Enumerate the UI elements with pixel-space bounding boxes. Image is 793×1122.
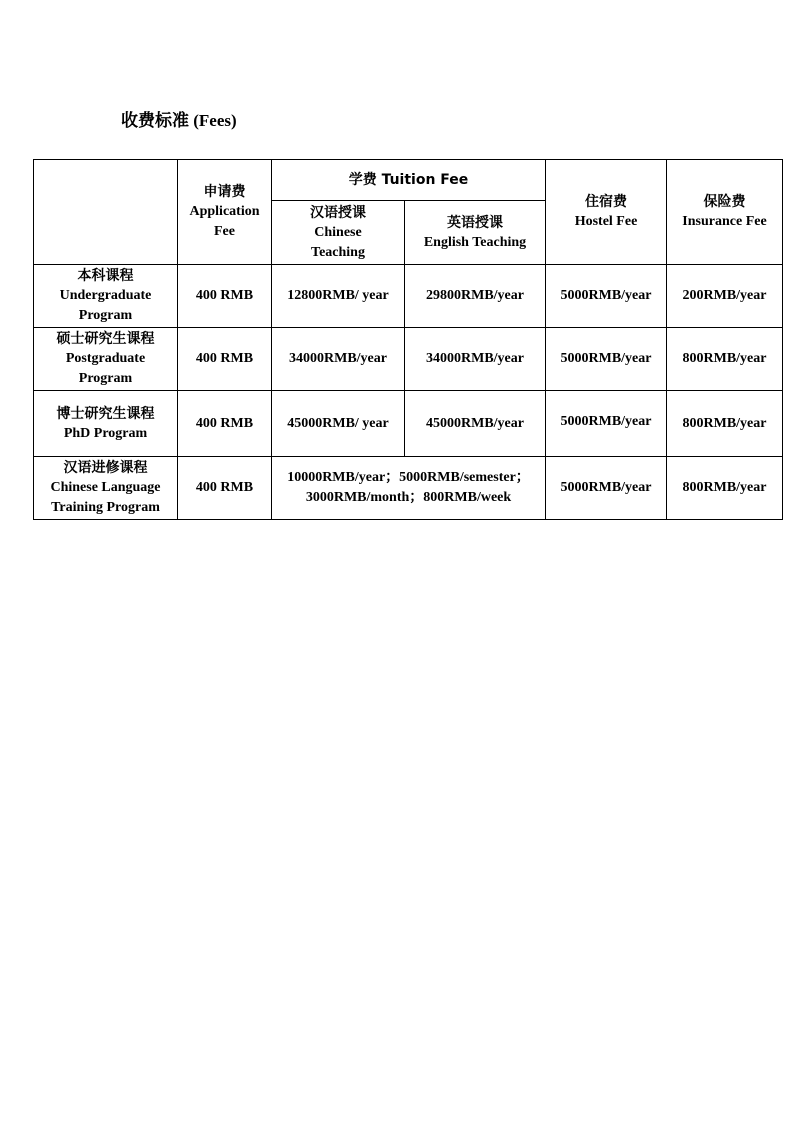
english-tuition-cell: 45000RMB/year (405, 391, 546, 457)
table-row (34, 265, 783, 328)
corner-cell (34, 160, 178, 265)
chinese-tuition-cell: 45000RMB/ year (272, 391, 405, 457)
header-tuition-label: 学费 Tuition Fee (348, 172, 469, 188)
application-fee-cell: 400 RMB (178, 265, 272, 328)
program-name-en: PhD Program (63, 425, 148, 441)
application-fee-cell: 400 RMB (178, 328, 272, 391)
chinese-tuition-cell: 12800RMB/ year (272, 265, 405, 328)
table-row (34, 391, 783, 457)
program-name (34, 391, 178, 457)
header-hostel-zh: 住宿费 (585, 194, 627, 210)
program-name-en: Postgraduate (65, 351, 146, 366)
program-name-en: Training Program (51, 500, 160, 515)
program-name (34, 328, 178, 391)
header-hostel-en: Hostel Fee (574, 214, 638, 229)
hostel-fee-cell: 5000RMB/year (546, 265, 667, 328)
table-row (34, 328, 783, 391)
application-fee-cell: 400 RMB (178, 457, 272, 520)
header-row-1 (34, 160, 783, 201)
header-application-fee (178, 160, 272, 265)
english-tuition-cell: 34000RMB/year (405, 328, 546, 391)
header-application-en1: Application (189, 204, 260, 219)
fees-table (33, 159, 783, 520)
program-name-zh: 硕士研究生课程 (56, 331, 155, 347)
insurance-fee-cell: 200RMB/year (667, 265, 783, 328)
program-name-zh: 本科课程 (77, 268, 134, 284)
table-row (34, 457, 783, 520)
page-title: 收费标准 (Fees) (121, 111, 237, 130)
program-name (34, 457, 178, 520)
header-english-zh: 英语授课 (447, 214, 503, 231)
tuition-line: 10000RMB/year；5000RMB/semester； (287, 470, 530, 485)
program-name-zh: 汉语进修课程 (63, 460, 148, 476)
application-fee-cell: 400 RMB (178, 391, 272, 457)
tuition-line: 3000RMB/month；800RMB/week (305, 490, 512, 505)
program-name-en: Program (78, 371, 133, 386)
header-english-teaching (405, 201, 546, 265)
header-insurance-en: Insurance Fee (682, 214, 767, 229)
header-hostel-fee (546, 160, 667, 265)
program-name-zh: 博士研究生课程 (56, 405, 155, 422)
chinese-tuition-cell: 34000RMB/year (272, 328, 405, 391)
header-chinese-en2: Teaching (311, 244, 365, 260)
program-name-en: Chinese Language (50, 480, 161, 495)
hostel-fee-cell: 5000RMB/year (546, 328, 667, 391)
insurance-fee-cell: 800RMB/year (667, 391, 783, 457)
header-chinese-teaching (272, 201, 405, 265)
header-insurance-fee (667, 160, 783, 265)
insurance-fee-cell: 800RMB/year (667, 457, 783, 520)
header-english-en: English Teaching (423, 234, 527, 250)
insurance-fee-cell: 800RMB/year (667, 328, 783, 391)
header-chinese-zh: 汉语授课 (310, 204, 366, 221)
header-chinese-en1: Chinese (314, 224, 362, 240)
header-tuition-fee (272, 160, 546, 201)
hostel-fee-cell: 5000RMB/year (546, 391, 667, 457)
header-insurance-zh: 保险费 (703, 194, 746, 210)
hostel-fee-cell: 5000RMB/year (546, 457, 667, 520)
program-name (34, 265, 178, 328)
english-tuition-cell: 29800RMB/year (405, 265, 546, 328)
language-tuition-cell (272, 457, 546, 520)
header-application-en2: Fee (214, 224, 235, 239)
header-application-zh: 申请费 (203, 184, 246, 200)
program-name-en: Program (78, 308, 133, 323)
program-name-en: Undergraduate (59, 288, 152, 303)
